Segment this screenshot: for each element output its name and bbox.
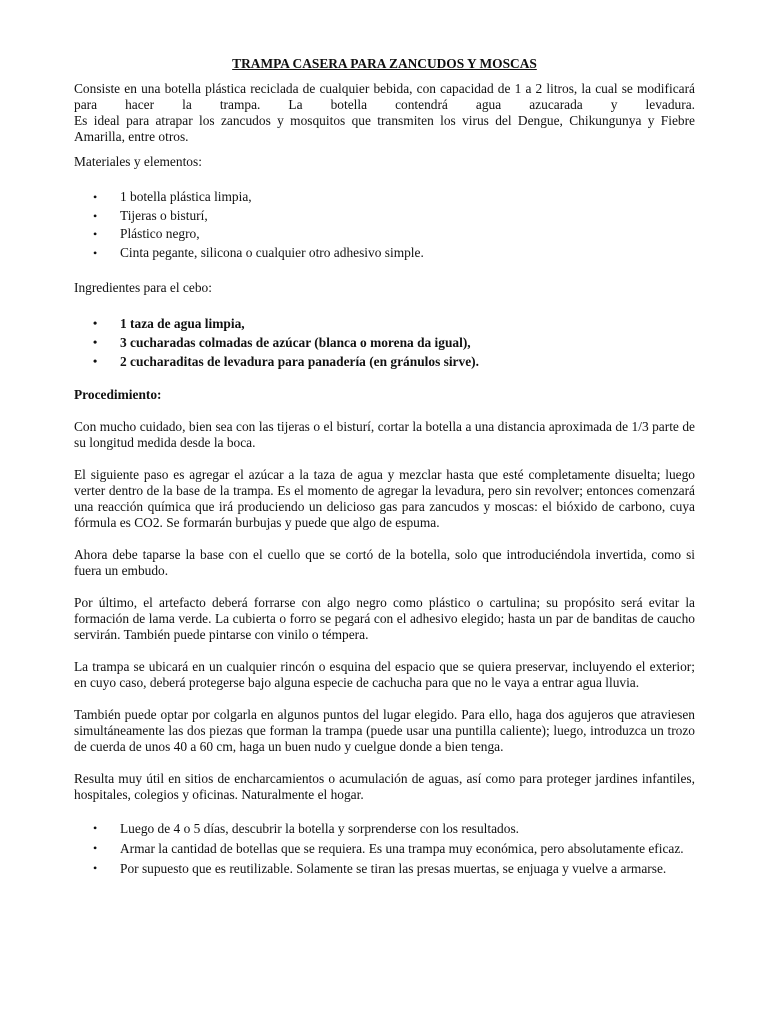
bullet-icon: • (93, 861, 98, 875)
list-item: • Por supuesto que es reutilizable. Solamente se tiran las presas muertas, se enjuaga y vuelve a armarse. (93, 861, 667, 876)
bullet-icon: • (93, 227, 98, 241)
bullet-icon: • (93, 208, 98, 223)
document-page (74, 56, 695, 879)
bullet-icon: • (93, 316, 98, 330)
materials-heading: Materiales y elementos: (74, 154, 202, 169)
materials-list (74, 188, 695, 262)
list-item: • Plástico negro, (74, 225, 695, 244)
final-notes-list (74, 819, 695, 878)
procedure-paragraph: También puede optar por colgarla en algunos puntos del lugar elegido. Para ello, haga dos agujeros que atraviesen simultáneamente las dos piezas que forman la trampa (puede usar una puntilla caliente); luego, introduzca un trozo de cuerda de unos 40 a 60 cm, haga un buen nudo y cuelgue donde a bien tenga. (74, 707, 695, 754)
procedure-paragraph: La trampa se ubicará en un cualquier rincón o esquina del espacio que se quiera preservar, incluyendo el exterior; en cuyo caso, deberá protegerse bajo alguna especie de cachucha para que no le vaya a entrar agua lluvia. (74, 659, 695, 690)
ingredients-list (74, 314, 695, 371)
list-item: • Tijeras o bisturí, (74, 207, 695, 226)
bullet-icon: • (93, 245, 98, 260)
bullet-icon: • (93, 335, 98, 349)
procedure-heading: Procedimiento: (74, 387, 162, 402)
procedure-paragraph: Ahora debe taparse la base con el cuello que se cortó de la botella, solo que introduciéndola invertida, como si fuera un embudo. (74, 547, 695, 578)
procedure-paragraph: Con mucho cuidado, bien sea con las tijeras o el bisturí, cortar la botella a una distancia aproximada de 1/3 parte de su longitud medida desde la boca. (74, 419, 695, 450)
document-title: TRAMPA CASERA PARA ZANCUDOS Y MOSCAS (232, 56, 537, 71)
list-item: • 1 botella plástica limpia, (74, 188, 695, 207)
intro-paragraph-2: Es ideal para atrapar los zancudos y mosquitos que transmiten los virus del Dengue, Chikungunya y Fiebre Amarilla, entre otros. (74, 113, 695, 144)
ingredients-heading: Ingredientes para el cebo: (74, 280, 212, 295)
procedure-paragraph: Por último, el artefacto deberá forrarse con algo negro como plástico o cartulina; su propósito será evitar la formación de lama verde. La cubierta o forro se pegará con el adhesivo elegido; hasta un par de banditas de caucho servirán. También puede pintarse con vinilo o témpera. (74, 595, 695, 642)
list-item: • 3 cucharadas colmadas de azúcar (blanca o morena da igual), (93, 335, 471, 350)
bullet-icon: • (93, 821, 98, 835)
procedure-paragraph: El siguiente paso es agregar el azúcar a la taza de agua y mezclar hasta que esté completamente disuelta; luego verter dentro de la base de la trampa. Es el momento de agregar la levadura, pero sin revolver; entonces comenzará una reacción química que irá produciendo un delicioso gas para zancudos y moscas: el bióxido de carbono, cuya fórmula es CO2. Se formarán burbujas y puede que algo de espuma. (74, 467, 695, 530)
list-item: • Luego de 4 o 5 días, descubrir la botella y sorprenderse con los resultados. (93, 821, 520, 836)
list-item: • Armar la cantidad de botellas que se requiera. Es una trampa muy económica, pero absolutamente eficaz. (93, 841, 684, 856)
list-item: • 2 cucharaditas de levadura para panadería (en gránulos sirve). (93, 354, 479, 369)
list-item: • 1 taza de agua limpia, (93, 316, 245, 331)
list-item: • Cinta pegante, silicona o cualquier otro adhesivo simple. (74, 244, 695, 263)
bullet-icon: • (93, 354, 98, 368)
intro-paragraph-1: Consiste en una botella plástica reciclada de cualquier bebida, con capacidad de 1 a 2 litros, la cual se modificará para hacer la trampa. La botella contendrá agua azucarada y levadura. (74, 81, 695, 112)
bullet-icon: • (93, 841, 98, 855)
bullet-icon: • (93, 190, 98, 204)
procedure-paragraph: Resulta muy útil en sitios de encharcamientos o acumulación de aguas, así como para proteger jardines infantiles, hospitales, colegios y oficinas. Naturalmente el hogar. (74, 771, 695, 802)
